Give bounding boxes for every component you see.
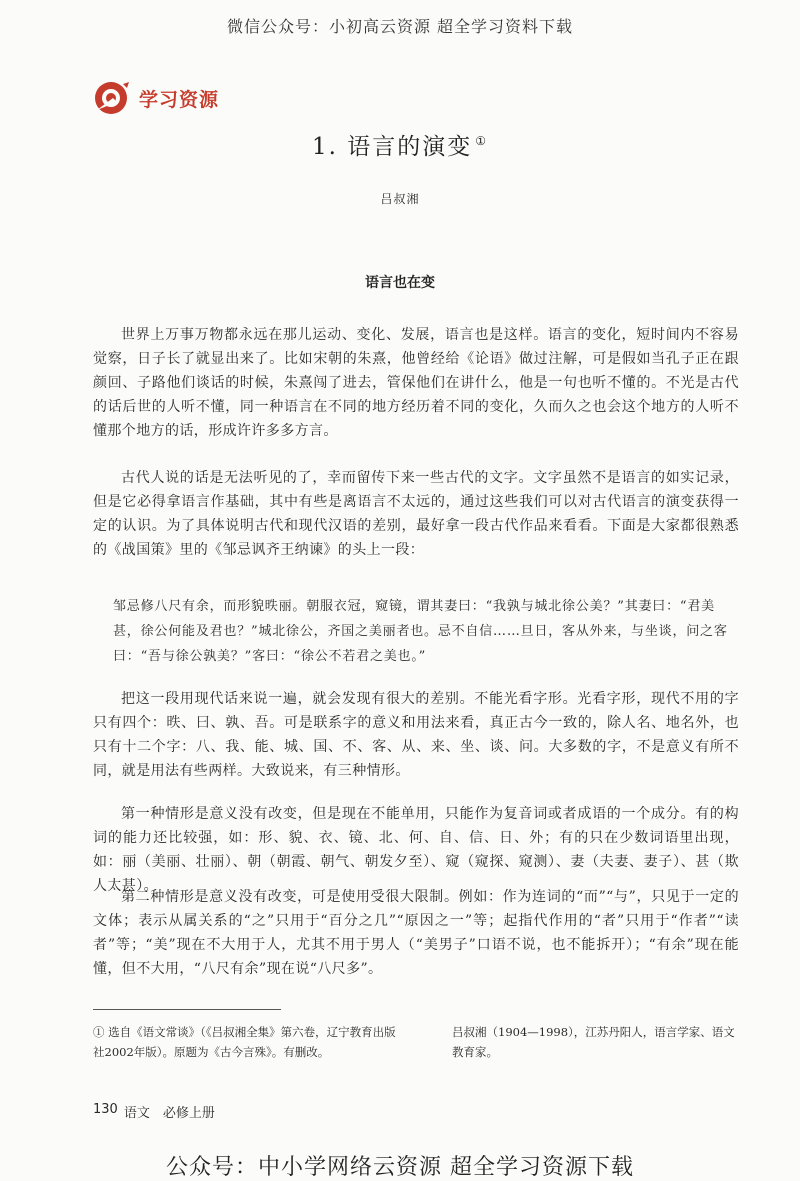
page-footer — [93, 1102, 215, 1121]
paragraph-1: 世界上万事万物都永远在那儿运动、变化、发展，语言也是这样。语言的变化，短时间内不容易觉察，日子长了就显出来了。比如宋朝的朱熹，他曾经给《论语》做过注解，可是假如当孔子正在跟颜回、子路他们谈话的时候，朱熹闯了进去，管保他们在讲什么，他是一句也听不懂的。不光是古代的话后世的人听不懂，同一种语言在不同的地方经历着不同的变化，久而久之也会这个地方的人听不懂那个地方的话，形成许许多多方言。 — [93, 327, 739, 439]
section-subheading: 语言也在变 — [365, 275, 435, 291]
footnote-divider — [93, 1009, 281, 1010]
book-title: 语文 必修上册 — [123, 1106, 215, 1121]
footnote-author-bio: 吕叔湘（1904—1998），江苏丹阳人，语言学家、语文教育家。 — [452, 1025, 735, 1059]
section-tag-label: 学习资源 — [139, 88, 220, 111]
top-watermark: 微信公众号：小初高云资源 超全学习资料下载 — [226, 17, 574, 36]
footnote-source: ① 选自《语文常谈》（《吕叔湘全集》第六卷，辽宁教育出版社2002年版）。原题为《古今言殊》。有删改。 — [93, 1025, 396, 1059]
page-number: 130 — [93, 1102, 118, 1117]
paragraph-4: 第一种情形是意义没有改变，但是现在不能单用，只能作为复音词或者成语的一个成分。有的构词的能力还比较强，如：形、貌、衣、镜、北、何、自、信、日、外；有的只在少数词语里出现，如：丽（美丽、壮丽）、朝（朝霞、朝气、朝发夕至）、窥（窥探、窥测）、妻（夫妻、妻子）、甚（欺人太甚）。 — [93, 806, 739, 894]
section-tag — [93, 80, 219, 116]
title-footnote-mark: ① — [475, 134, 489, 149]
section-logo-icon — [93, 80, 133, 116]
bottom-watermark: 公众号：中小学网络云资源 超全学习资源下载 — [166, 1155, 634, 1180]
paragraph-5: 第二种情形是意义没有改变，可是使用受很大限制。例如：作为连词的“而”“与”，只见于一定的文体；表示从属关系的“之”只用于“百分之几”“原因之一”等；起指代作用的“者”只用于“作者”“读者”等；“美”现在不大用于人，尤其不用于男人（“美男子”口语不说，也不能拆开）；“有余”现在能懂，但不大用，“八尺有余”现在说“八尺多”。 — [93, 889, 739, 977]
paragraph-2: 古代人说的话是无法听见的了，幸而留传下来一些古代的文字。文字虽然不是语言的如实记录，但是它必得拿语言作基础，其中有些是离语言不太远的，通过这些我们可以对古代语言的演变获得一定的认识。为了具体说明古代和现代汉语的差别，最好拿一段古代作品来看看。下面是大家都很熟悉的《战国策》里的《邹忌讽齐王纳谏》的头上一段： — [93, 470, 739, 558]
paragraph-3: 把这一段用现代话来说一遍，就会发现有很大的差别。不能光看字形。光看字形，现代不用的字只有四个：昳、曰、孰、吾。可是联系字的意义和用法来看，真正古今一致的，除人名、地名外，也只有十二个字：八、我、能、城、国、不、客、从、来、坐、谈、问。大多数的字，不是意义有所不同，就是用法有些两样。大致说来，有三种情形。 — [93, 691, 739, 779]
article-title — [0, 128, 800, 161]
author-name: 吕叔湘 — [380, 192, 420, 206]
classical-quote: 邹忌修八尺有余，而形貌昳丽。朝服衣冠，窥镜，谓其妻曰：“我孰与城北徐公美？”其妻曰：“君美甚，徐公何能及君也？”城北徐公，齐国之美丽者也。忌不自信……旦日，客从外来，与坐谈，问之客曰：“吾与徐公孰美？”客曰：“徐公不若君之美也。” — [113, 599, 728, 664]
article-title-text: 1. 语言的演变 — [311, 134, 473, 160]
